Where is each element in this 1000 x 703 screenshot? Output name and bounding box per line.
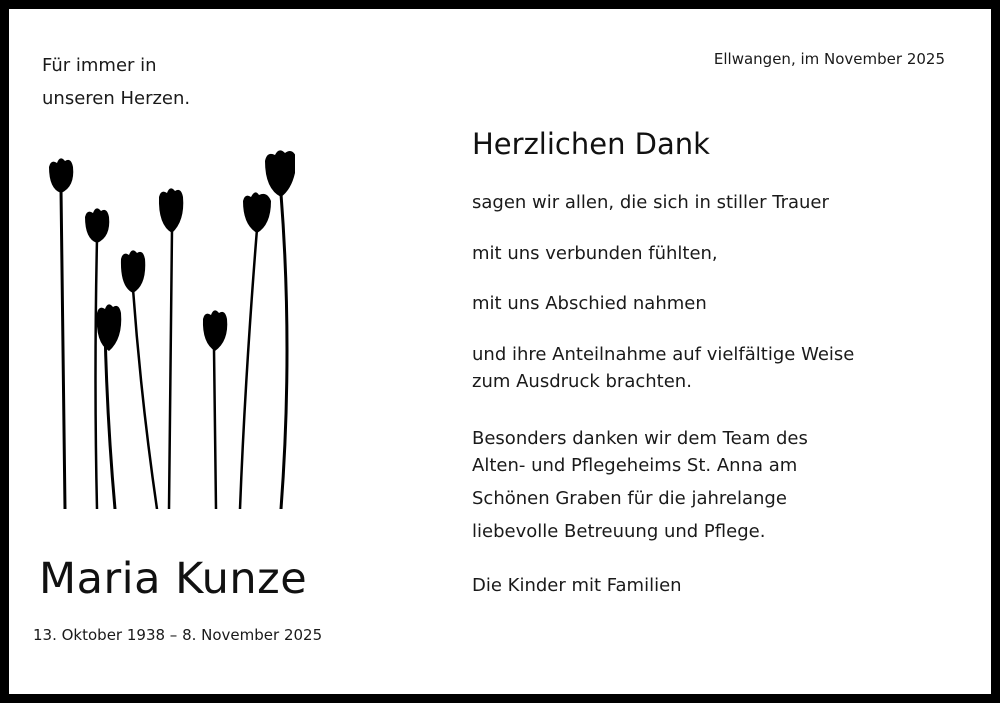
motto-line-2: unseren Herzen. [42, 88, 191, 109]
thanks-line-2 [472, 240, 718, 267]
thanks-line-1-text: sagen wir allen, die sich in stiller Trauer [472, 192, 829, 213]
place-date: Ellwangen, im November 2025 [713, 50, 945, 68]
thanks-paragraph-4 [472, 341, 854, 395]
thanks-line-4a: und ihre Anteilnahme auf vielfältige Weise [472, 344, 855, 365]
thanks-line-5b: Alten- und Pflegeheims St. Anna am [472, 455, 798, 476]
tulip-silhouettes-image [45, 129, 295, 509]
thanks-title: Herzlichen Dank [472, 127, 710, 161]
signature-text: Die Kinder mit Familien [472, 575, 682, 596]
thanks-line-5a: Besonders danken wir dem Team des [472, 428, 808, 449]
deceased-name: Maria Kunze [39, 554, 308, 604]
thanks-line-3-text: mit uns Abschied nahmen [472, 293, 707, 314]
motto [42, 49, 190, 115]
thanks-line-2-text: mit uns verbunden fühlten, [472, 243, 718, 264]
signature [472, 572, 682, 599]
life-dates: 13. Oktober 1938 – 8. November 2025 [33, 626, 323, 644]
thanks-line-3 [472, 290, 707, 317]
thanks-line-5c: Schönen Graben für die jahrelange [472, 488, 787, 509]
thanks-line-4b: zum Ausdruck brachten. [472, 371, 692, 392]
thanks-line-1 [472, 189, 829, 216]
motto-line-1: Für immer in [42, 55, 157, 76]
thanks-paragraph-5 [472, 425, 808, 545]
obituary-card [9, 9, 991, 694]
thanks-line-5d: liebevolle Betreuung und Pflege. [472, 521, 766, 542]
